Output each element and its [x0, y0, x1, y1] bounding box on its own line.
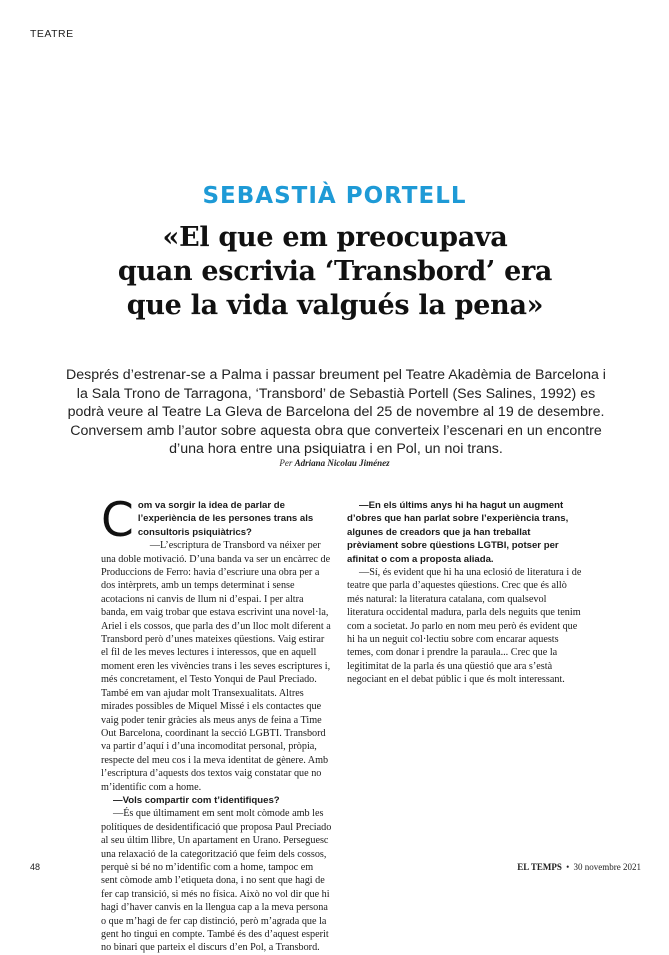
- publication-footer: [517, 862, 641, 872]
- section-label: TEATRE: [30, 28, 74, 40]
- question: om va sorgir la idea de parlar de l’experiència de les persones trans als consultoris psiquiàtrics?: [137, 500, 314, 538]
- byline-author: Adriana Nicolau Jiménez: [294, 458, 390, 468]
- headline-line: quan escrivia ‘Transbord’ era: [117, 256, 553, 287]
- lead-paragraph: Després d’estrenar-se a Palma i passar breument pel Teatre Akadèmia de Barcelona i la Sala Trono de Tarragona, ‘Transbord’ de Sebastià Portell (Ses Salines, 1992) es podrà veure al Teatre La Gleva de Barcelona del 25 de novembre al 19 de desembre. Conversem amb l’autor sobre aquesta obra que converteix l’escenari en un encontre d’una hora entre una psiquiatra i en Pol, un noi trans.: [66, 367, 606, 458]
- answer: —L’escriptura de Transbord va néixer per una doble motivació. D’una banda va ser un encàrrec de Produccions de Ferro: havia d’escriure una obra per a dos intèrprets, amb un temps determinat i sense acotacions ni canvis de llum ni d’espai. I per altra banda, em vaig trobar que estava escrivint una novel·la, Ariel i els cossos, que parla des d’un lloc molt diferent a Transbord però d’unes mateixes qüestions. Vaig estirar el fil de les meves lectures i interessos, que en aquell moment eren les vivències trans i les seves escriptures i, més concretament, el Testo Yonqui de Paul Preciado. També em van ajudar molt Transexualitats. Altres mirades possibles de Miquel Missé i els contactes que vaig poder tenir gràcies als meus anys de feina a Time Out Barcelona, coordinant la secció LGBTI. Transbord va partir d’aquí i d’una incomoditat personal, pròpia, respecte del meu cos i la meva identitat de gènere. Amb l’escriptura d’aquests dos textos vaig constatar que no m’identific com a home.: [101, 540, 331, 793]
- question: —Vols compartir com t’identifiques?: [113, 794, 280, 806]
- publication-name: EL TEMPS: [517, 862, 562, 872]
- question: —En els últims anys hi ha hagut un augment d’obres que han parlat sobre l’experiència trans, algunes de creadors que ja han treballat prèviament sobre qüestions LGTBI, potser per afinitat o com a proposta aliada.: [347, 500, 569, 565]
- headline-line: que la vida valgués la pena»: [126, 290, 544, 321]
- answer: —Sí, és evident que hi ha una eclosió de literatura i de teatre que parla d’aquestes qüestions. Crec que és allò més natural: la literatura catalana, com qualsevol literatura occidental madura, parla dels neguits que tenim com a societat. Jo parlo en nom meu però és evident que hi ha un neguit col·lectiu sobre com encarar aquests temes, com donar i prendre la paraula... Crec que la legitimitat de la parla és una qüestió que ara s’està negociant en el debat públic i que és molt interessant.: [347, 567, 582, 686]
- page-number: 48: [30, 862, 41, 872]
- byline: [0, 458, 669, 468]
- body-column-left: [101, 493, 332, 954]
- footer-separator: •: [566, 862, 570, 872]
- byline-prefix: Per: [279, 458, 293, 468]
- issue-date: 30 novembre 2021: [573, 862, 641, 872]
- body-column-right: [347, 499, 583, 687]
- headline-line: «El que em preocupava: [162, 222, 508, 253]
- answer: —És que últimament em sent molt còmode amb les polítiques de desidentificació que proposa Paul Preciado al seu últim llibre, Un apartament en Urano. Perseguesc una relaxació de la categorització que feim dels cossos, perquè si bé no m’identific com a home, tampoc em sent còmode amb l’etiqueta dona, i no sent que hagi de fer cap transició, si més no física. Això no vol dir que hi hagi d’haver canvis en la llengua cap a la meva persona o que m’hagi de fer cap distinció, però m’agrada que la gent ho tingui en compte. També és des d’aquest esperit no binari que parteix el discurs d’en Pol, a Transbord.: [101, 808, 332, 954]
- headline: [60, 221, 610, 323]
- interviewee-name: SEBASTIÀ PORTELL: [202, 183, 467, 209]
- drop-cap: C: [101, 493, 134, 548]
